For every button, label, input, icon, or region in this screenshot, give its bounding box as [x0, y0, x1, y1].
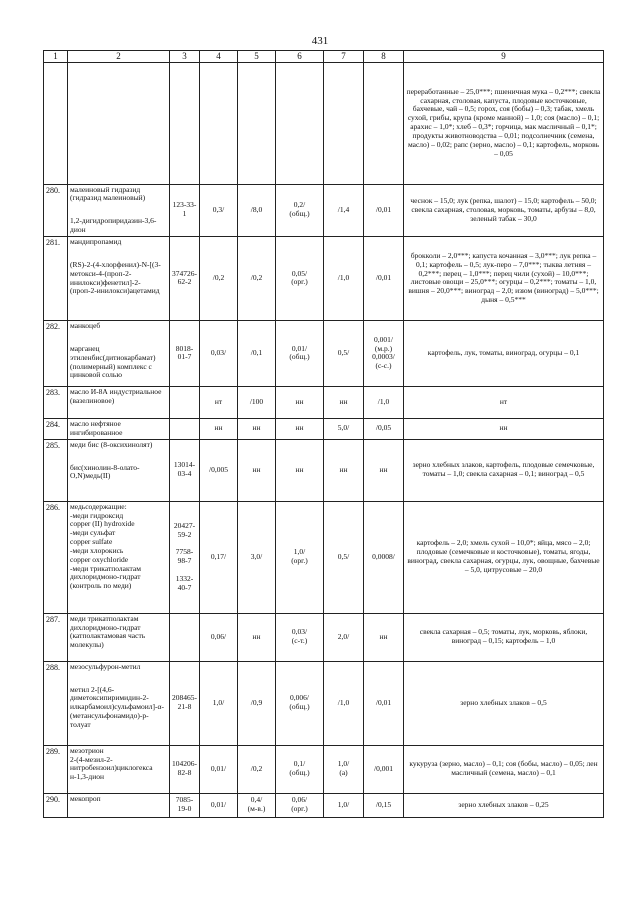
name-spacer — [70, 203, 167, 217]
row-number-cell: 287. — [44, 613, 68, 661]
row-number-cell: 290. — [44, 793, 68, 817]
residue-limits-cell: свекла сахарная – 0,5; томаты, лук, морковь, яблоки, виноград – 0,15; картофель – 1,0 — [404, 613, 604, 661]
column-4-cell: 0,3/ — [200, 184, 238, 236]
column-8-cell: нн — [364, 613, 404, 661]
substance-name-cell — [68, 184, 170, 236]
column-8-cell: /1,0 — [364, 386, 404, 418]
column-header-4: 4 — [200, 51, 238, 63]
column-8-cell: /0,001 — [364, 745, 404, 793]
column-7-cell: нн — [324, 386, 364, 418]
column-4-cell: 0,01/ — [200, 745, 238, 793]
residue-limits-cell: нн — [404, 418, 604, 439]
substance-name-cell — [68, 613, 170, 661]
row-number-cell: 289. — [44, 745, 68, 793]
column-7-cell: 0,5/ — [324, 320, 364, 386]
column-6-cell: нн — [276, 439, 324, 501]
column-7-cell: 1,0/ — [324, 793, 364, 817]
column-8-cell: /0,05 — [364, 418, 404, 439]
column-header-1: 1 — [44, 51, 68, 63]
cas-number-cell: 8018-01-7 — [170, 320, 200, 386]
column-5-cell: /0,2 — [238, 745, 276, 793]
column-7-cell: /1,4 — [324, 184, 364, 236]
cas-number-cell: 123-33-1 — [170, 184, 200, 236]
name-line: -меди сульфат — [70, 528, 116, 538]
name-line: мандипропамид — [70, 236, 122, 246]
column-6-cell: 0,01/ (общ.) — [276, 320, 324, 386]
table-row — [44, 613, 604, 661]
column-7-cell: /1,0 — [324, 236, 364, 320]
column-5-cell: /8,0 — [238, 184, 276, 236]
cas-number-cell: 20427-59-2 7758-98-7 1332-40-7 — [170, 501, 200, 613]
substance-name-cell — [68, 745, 170, 793]
cas-number-cell — [170, 386, 200, 418]
column-8-cell: 0,0008/ — [364, 501, 404, 613]
row-number-cell: 285. — [44, 439, 68, 501]
name-line: мезосульфурон-метил — [70, 661, 141, 671]
residue-limits-cell: зерно хлебных злаков – 0,5 — [404, 661, 604, 745]
column-5-cell — [238, 62, 276, 184]
name-line: copper oxychloride — [70, 554, 129, 564]
residue-limits-cell: брокколи – 2,0***; капуста кочанная – 3,0***; лук репка – 0,1; картофель – 0,5; лук-перо – 7,0***; тыква летняя – 0,2***; перец – 1,0***; перец чили (сухой) – 10,0***; листовые овощи – 25,0***; огурцы – 0,2***; томаты – 1,0, вишня – 20,0***; виноград – 2,0; изюм (виноград) – 5,0***; дыня – 0,5*** — [404, 236, 604, 320]
name-spacer — [70, 672, 167, 686]
column-8-cell — [364, 62, 404, 184]
column-6-cell: 0,2/ (общ.) — [276, 184, 324, 236]
row-number-cell: 280. — [44, 184, 68, 236]
column-5-cell: нн — [238, 613, 276, 661]
substance-name-cell — [68, 62, 170, 184]
column-6-cell: 0,1/ (общ.) — [276, 745, 324, 793]
header-row — [44, 51, 604, 63]
residue-limits-cell: кукуруза (зерно, масло) – 0,1; соя (бобы, масло) – 0,05; лен масличный (семена, масло) – 0,1 — [404, 745, 604, 793]
column-5-cell: /100 — [238, 386, 276, 418]
column-4-cell: 1,0/ — [200, 661, 238, 745]
row-number-cell: 281. — [44, 236, 68, 320]
residue-limits-cell: нт — [404, 386, 604, 418]
column-header-3: 3 — [170, 51, 200, 63]
column-6-cell: 0,05/ (орг.) — [276, 236, 324, 320]
column-4-cell: нт — [200, 386, 238, 418]
column-6-cell: нн — [276, 418, 324, 439]
column-6-cell: 0,06/ (орг.) — [276, 793, 324, 817]
residue-limits-cell: картофель – 2,0; хмель сухой – 10,0*; яйца, мясо – 2,0; плодовые (семечковые и косточковые), томаты, ягоды, виноград, свекла сахарная, огурцы, лук, овощные, бахчевые – 5,0, цитрусовые – 20,0 — [404, 501, 604, 613]
table-row — [44, 793, 604, 817]
column-header-2: 2 — [68, 51, 170, 63]
table-row — [44, 745, 604, 793]
column-5-cell: /0,1 — [238, 320, 276, 386]
name-line: (гидразид малеиновый) — [70, 193, 146, 203]
substance-name-cell — [68, 236, 170, 320]
name-line: меди трикатполактам дихлоридмоно-гидрат (катполактамовая часть молекулы) — [70, 613, 148, 650]
row-number-cell: 286. — [44, 501, 68, 613]
substance-name-cell — [68, 386, 170, 418]
cas-number-cell: 208465-21-8 — [170, 661, 200, 745]
column-7-cell: 5,0/ — [324, 418, 364, 439]
column-8-cell: /0,01 — [364, 184, 404, 236]
column-6-cell: 0,03/ (с-т.) — [276, 613, 324, 661]
substance-name-cell — [68, 320, 170, 386]
residue-limits-cell: зерно хлебных злаков, картофель, плодовые семечковые, томаты – 1,0; свекла сахарная – 0,1; виноград – 0,5 — [404, 439, 604, 501]
name-spacer — [70, 247, 167, 261]
column-4-cell: /0,2 — [200, 236, 238, 320]
residue-limits-cell: картофель, лук, томаты, виноград, огурцы – 0,1 — [404, 320, 604, 386]
table-body — [44, 62, 604, 817]
substance-name-cell — [68, 501, 170, 613]
table-row — [44, 236, 604, 320]
column-7-cell — [324, 62, 364, 184]
column-8-cell: /0,01 — [364, 236, 404, 320]
name-line: copper (II) hydroxide — [70, 519, 135, 529]
name-line: 2-(4-мезил-2-нитробензоил)циклогекса н-1,3-дион — [70, 754, 155, 782]
column-header-5: 5 — [238, 51, 276, 63]
column-header-7: 7 — [324, 51, 364, 63]
substance-name-cell — [68, 793, 170, 817]
column-7-cell: 0,5/ — [324, 501, 364, 613]
column-6-cell: нн — [276, 386, 324, 418]
name-line: медьсодержащие: — [70, 501, 127, 511]
table-row — [44, 386, 604, 418]
column-8-cell: /0,01 — [364, 661, 404, 745]
row-number-cell: 288. — [44, 661, 68, 745]
column-4-cell — [200, 62, 238, 184]
column-6-cell: 1,0/ (орг.) — [276, 501, 324, 613]
name-line: 1,2-дигидропиридазин-3,6-дион — [70, 216, 157, 235]
column-4-cell: 0,17/ — [200, 501, 238, 613]
table-row — [44, 418, 604, 439]
substance-name-cell — [68, 661, 170, 745]
residue-limits-cell: чеснок – 15,0; лук (репка, шалот) – 15,0; картофель – 50,0; свекла сахарная, столовая, морковь, томаты, арбузы – 8,0, зеленый табак – 30,0 — [404, 184, 604, 236]
substance-name-cell — [68, 418, 170, 439]
table-row — [44, 320, 604, 386]
column-header-8: 8 — [364, 51, 404, 63]
column-4-cell: /0,005 — [200, 439, 238, 501]
column-5-cell: /0,9 — [238, 661, 276, 745]
column-5-cell: /0,2 — [238, 236, 276, 320]
column-8-cell: 0,001/ (м.р.) 0,0003/ (с-с.) — [364, 320, 404, 386]
column-7-cell: 1,0/ (а) — [324, 745, 364, 793]
row-number-cell: 283. — [44, 386, 68, 418]
name-spacer — [70, 450, 167, 464]
name-line: малеиновый гидразид — [70, 184, 141, 194]
name-spacer — [70, 331, 167, 345]
column-7-cell: 2,0/ — [324, 613, 364, 661]
name-line: (RS)-2-(4-хлорфенил)-N-[(3-метокси-4-(проп-2-инилокси)фенетил]-2-(проп-2-инилокси)ацетамид — [70, 259, 161, 296]
cas-number-cell: 104206-82-8 — [170, 745, 200, 793]
name-line: манкоцеб — [70, 320, 101, 330]
name-line: метил 2-[(4,6-диметоксипиримидин-2-илкарбамоил)сульфамоил]-α-(метансульфонамидо)-p-толуат — [70, 684, 164, 729]
column-4-cell: нн — [200, 418, 238, 439]
table-row — [44, 661, 604, 745]
residue-limits-cell: зерно хлебных злаков – 0,25 — [404, 793, 604, 817]
name-line: масло нефтяное ингибированное — [70, 418, 123, 437]
column-6-cell — [276, 62, 324, 184]
page-number: 431 — [311, 35, 329, 47]
cas-number-cell: 7085-19-0 — [170, 793, 200, 817]
cas-number-cell — [170, 62, 200, 184]
table-row — [44, 439, 604, 501]
cas-number-cell: 13014-03-4 — [170, 439, 200, 501]
residue-limits-cell: переработанные – 25,0***; пшеничная мука – 0,2***; свекла сахарная, столовая, капуста, плодовые косточковые, бахчевые, чай – 0,5; горох, соя (бобы) – 0,3; табак, хмель сухой, грибы, крупа (кроме манной) – 1,0; соя (масло) – 0,1; арахис – 1,0*; хлеб – 0,3*; горчица, мак масличный – 0,1*; продукты животноводства – 0,01; подсолнечник (семена, масло) – 0,02; рапс (зерно, масло) – 0,1; картофель, морковь – 0,05 — [404, 62, 604, 184]
name-line: меди бис (8-оксихинолят) — [70, 439, 153, 449]
column-4-cell: 0,01/ — [200, 793, 238, 817]
column-5-cell: 3,0/ — [238, 501, 276, 613]
table-row — [44, 184, 604, 236]
row-number-cell: 282. — [44, 320, 68, 386]
column-header-6: 6 — [276, 51, 324, 63]
column-7-cell: нн — [324, 439, 364, 501]
column-5-cell: нн — [238, 418, 276, 439]
substance-name-cell — [68, 439, 170, 501]
name-line: марганец этиленбис(дитиокарбамат)(полимерный) комплекс с цинковой солью — [70, 343, 156, 380]
column-7-cell: /1,0 — [324, 661, 364, 745]
column-5-cell: 0,4/ (м-в.) — [238, 793, 276, 817]
table-row — [44, 62, 604, 184]
name-line: copper sulfate — [70, 537, 113, 547]
cas-number-cell: 374726-62-2 — [170, 236, 200, 320]
column-header-9: 9 — [404, 51, 604, 63]
cas-number-cell — [170, 613, 200, 661]
name-line: -меди трикатполактам дихлоридмоно-гидрат (контроль по меди) — [70, 563, 143, 591]
column-5-cell: нн — [238, 439, 276, 501]
name-line: -меди хлорокись — [70, 545, 124, 555]
column-4-cell: 0,03/ — [200, 320, 238, 386]
column-4-cell: 0,06/ — [200, 613, 238, 661]
column-8-cell: /0,15 — [364, 793, 404, 817]
name-line: бис(хинолин-8-олато-O,N)медь(II) — [70, 462, 140, 481]
cas-number-cell — [170, 418, 200, 439]
column-6-cell: 0,006/ (общ.) — [276, 661, 324, 745]
column-8-cell: нн — [364, 439, 404, 501]
name-line: масло И-8А индустриальное (вазелиновое) — [70, 386, 164, 405]
hygienic-standards-table — [43, 50, 604, 818]
name-line: -меди гидроксид — [70, 510, 124, 520]
row-number-cell: 284. — [44, 418, 68, 439]
table-row — [44, 501, 604, 613]
name-line: мекопроп — [70, 793, 101, 803]
row-number-cell — [44, 62, 68, 184]
name-line: мезотрион — [70, 745, 104, 755]
